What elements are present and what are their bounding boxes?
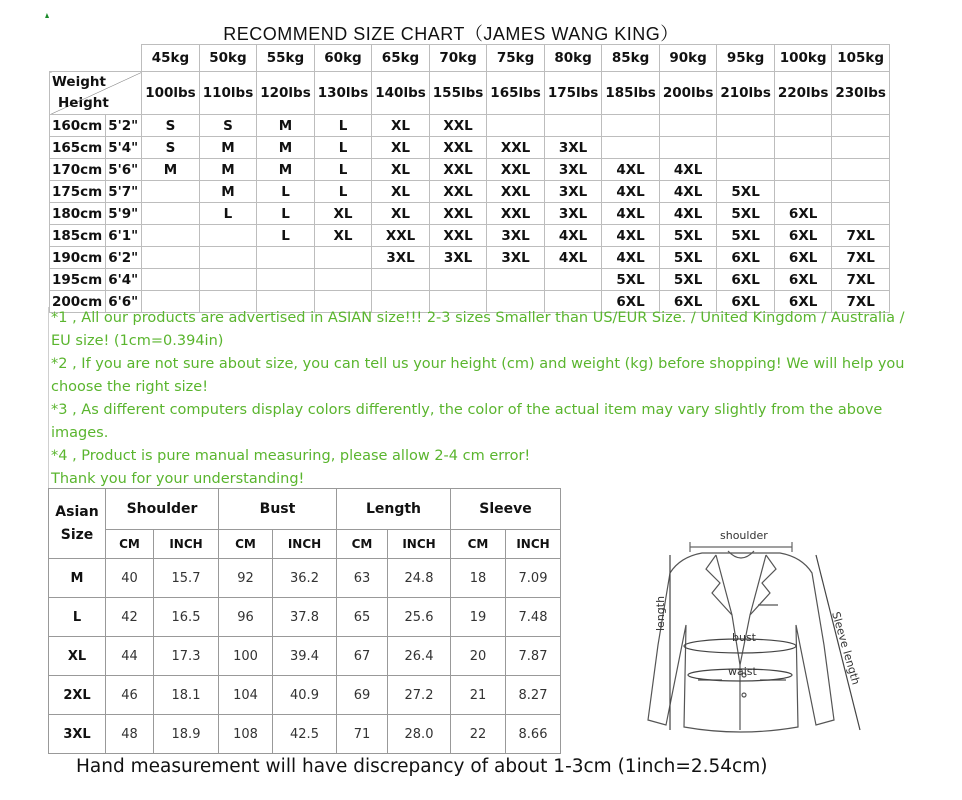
size-cell: XXL <box>487 159 545 181</box>
size-cell: XXL <box>487 181 545 203</box>
height-ft: 5'2" <box>106 115 142 137</box>
footer-note: Hand measurement will have discrepancy of about 1-3cm (1inch=2.54cm) <box>76 756 768 777</box>
size-cell <box>199 247 257 269</box>
size-cell <box>142 181 200 203</box>
jacket-diagram <box>640 515 880 750</box>
measurement-value: 18.9 <box>154 715 219 754</box>
height-ft: 6'4" <box>106 269 142 291</box>
size-cell: S <box>199 115 257 137</box>
measurement-row <box>49 676 561 715</box>
size-cell: L <box>314 181 372 203</box>
size-cell: 3XL <box>487 225 545 247</box>
unit-header: INCH <box>273 530 337 559</box>
size-cell <box>832 203 890 225</box>
size-cell: XXL <box>429 225 487 247</box>
height-ft: 6'1" <box>106 225 142 247</box>
measurement-value: 92 <box>219 559 273 598</box>
measurement-row <box>49 637 561 676</box>
size-cell: 4XL <box>602 225 660 247</box>
weight-kg-header: 80kg <box>544 45 602 72</box>
size-cell: 4XL <box>602 247 660 269</box>
size-cell <box>544 269 602 291</box>
size-cell: M <box>257 137 315 159</box>
measurement-row <box>49 559 561 598</box>
size-chart-row <box>50 181 890 203</box>
size-cell: 6XL <box>774 291 832 313</box>
measurement-group-header: Length <box>337 489 451 530</box>
size-cell <box>774 137 832 159</box>
size-cell: 5XL <box>717 181 775 203</box>
size-cell: 3XL <box>544 181 602 203</box>
size-cell <box>659 115 717 137</box>
size-cell: 3XL <box>372 247 430 269</box>
size-cell <box>659 137 717 159</box>
weight-kg-header: 105kg <box>832 45 890 72</box>
size-cell: L <box>314 159 372 181</box>
height-ft: 5'4" <box>106 137 142 159</box>
unit-header: CM <box>451 530 506 559</box>
size-cell: 4XL <box>602 181 660 203</box>
size-cell <box>832 115 890 137</box>
size-label: 2XL <box>49 676 106 715</box>
weight-lbs-header: 130lbs <box>314 72 372 115</box>
size-chart-row <box>50 203 890 225</box>
weight-kg-header: 75kg <box>487 45 545 72</box>
size-label: M <box>49 559 106 598</box>
size-cell <box>832 137 890 159</box>
measurement-value: 15.7 <box>154 559 219 598</box>
unit-header: CM <box>106 530 154 559</box>
size-cell: 4XL <box>659 203 717 225</box>
weight-kg-header: 90kg <box>659 45 717 72</box>
weight-lbs-header: 200lbs <box>659 72 717 115</box>
measurement-value: 16.5 <box>154 598 219 637</box>
height-cm: 175cm <box>50 181 106 203</box>
size-cell: 6XL <box>774 269 832 291</box>
measurement-value: 39.4 <box>273 637 337 676</box>
measurement-value: 42 <box>106 598 154 637</box>
size-cell: XL <box>372 203 430 225</box>
height-ft: 5'6" <box>106 159 142 181</box>
measurement-value: 8.66 <box>506 715 561 754</box>
size-cell <box>372 269 430 291</box>
size-label: L <box>49 598 106 637</box>
size-cell: 5XL <box>717 225 775 247</box>
height-cm: 165cm <box>50 137 106 159</box>
weight-axis-label: Weight <box>52 74 106 90</box>
height-axis-label: Height <box>58 95 109 111</box>
size-cell: 3XL <box>544 203 602 225</box>
size-chart-lbs-row <box>50 72 890 115</box>
height-ft: 5'7" <box>106 181 142 203</box>
size-cell <box>199 225 257 247</box>
size-chart-row <box>50 115 890 137</box>
note-4: *4 , Product is pure manual measuring, please allow 2-4 cm error! <box>51 448 531 464</box>
notes-section <box>51 307 921 491</box>
size-cell <box>142 247 200 269</box>
size-cell: 4XL <box>544 225 602 247</box>
bust-label: bust <box>732 631 756 644</box>
measurement-value: 26.4 <box>388 637 451 676</box>
corner-mark <box>45 13 51 18</box>
size-cell: M <box>199 137 257 159</box>
measurement-value: 19 <box>451 598 506 637</box>
size-cell: 4XL <box>659 181 717 203</box>
size-cell <box>257 269 315 291</box>
height-ft: 6'2" <box>106 247 142 269</box>
measurement-value: 46 <box>106 676 154 715</box>
measurement-value: 96 <box>219 598 273 637</box>
size-cell: 6XL <box>717 247 775 269</box>
measurement-group-header: Sleeve <box>451 489 561 530</box>
weight-lbs-header: 140lbs <box>372 72 430 115</box>
measurement-value: 8.27 <box>506 676 561 715</box>
height-cm: 190cm <box>50 247 106 269</box>
weight-lbs-header: 230lbs <box>832 72 890 115</box>
size-cell <box>717 137 775 159</box>
size-cell: 3XL <box>544 137 602 159</box>
size-cell: 5XL <box>659 247 717 269</box>
jacket-lapel <box>716 555 766 665</box>
size-chart-row <box>50 225 890 247</box>
size-cell <box>314 247 372 269</box>
weight-lbs-header: 210lbs <box>717 72 775 115</box>
measurement-value: 24.8 <box>388 559 451 598</box>
size-cell <box>602 137 660 159</box>
page-title: RECOMMEND SIZE CHART（JAMES WANG KING） <box>223 24 679 44</box>
waist-label: waist <box>728 665 757 678</box>
height-ft: 5'9" <box>106 203 142 225</box>
measurement-group-row <box>49 489 561 530</box>
size-cell <box>199 269 257 291</box>
unit-header: CM <box>337 530 388 559</box>
size-cell: 4XL <box>602 203 660 225</box>
size-cell: XXL <box>429 181 487 203</box>
weight-lbs-header: 110lbs <box>199 72 257 115</box>
size-chart-row <box>50 269 890 291</box>
weight-height-corner <box>50 72 142 115</box>
weight-lbs-header: 120lbs <box>257 72 315 115</box>
asian-size-header: Asian Size <box>49 489 106 559</box>
size-cell: XXL <box>429 203 487 225</box>
size-cell: 4XL <box>544 247 602 269</box>
weight-kg-header: 50kg <box>199 45 257 72</box>
height-cm: 180cm <box>50 203 106 225</box>
size-cell: XL <box>372 115 430 137</box>
measurement-value: 104 <box>219 676 273 715</box>
measurement-value: 25.6 <box>388 598 451 637</box>
size-cell <box>774 115 832 137</box>
size-cell <box>602 115 660 137</box>
height-cm: 195cm <box>50 269 106 291</box>
measurement-value: 36.2 <box>273 559 337 598</box>
size-cell <box>832 159 890 181</box>
size-cell: M <box>257 115 315 137</box>
size-cell: L <box>314 115 372 137</box>
size-chart-kg-row <box>50 45 890 72</box>
note-1: *1 , All our products are advertised in ASIAN size!!! 2-3 sizes Smaller than US/EUR Size. / United Kingdom / Australia / EU size! (1cm=0.394in) <box>51 310 905 349</box>
measurement-unit-row <box>49 530 561 559</box>
size-cell: 7XL <box>832 225 890 247</box>
unit-header: INCH <box>154 530 219 559</box>
size-cell <box>429 269 487 291</box>
weight-lbs-header: 185lbs <box>602 72 660 115</box>
size-cell: S <box>142 115 200 137</box>
weight-kg-header: 85kg <box>602 45 660 72</box>
size-cell: 6XL <box>774 247 832 269</box>
measurement-row <box>49 598 561 637</box>
size-cell: XXL <box>372 225 430 247</box>
size-cell: 3XL <box>544 159 602 181</box>
measurement-group-header: Shoulder <box>106 489 219 530</box>
size-cell: 5XL <box>659 269 717 291</box>
height-cm: 160cm <box>50 115 106 137</box>
measurement-value: 18 <box>451 559 506 598</box>
measurement-table <box>48 488 561 754</box>
weight-kg-header: 100kg <box>774 45 832 72</box>
measurement-value: 28.0 <box>388 715 451 754</box>
measurement-value: 22 <box>451 715 506 754</box>
size-cell <box>774 159 832 181</box>
size-cell: L <box>257 181 315 203</box>
size-cell: M <box>199 159 257 181</box>
size-cell <box>142 203 200 225</box>
size-cell: L <box>199 203 257 225</box>
height-cm: 185cm <box>50 225 106 247</box>
size-cell: 6XL <box>659 291 717 313</box>
size-cell <box>314 269 372 291</box>
size-cell: L <box>314 137 372 159</box>
note-thanks: Thank you for your understanding! <box>51 471 305 487</box>
size-cell: XXL <box>487 137 545 159</box>
size-cell: M <box>142 159 200 181</box>
size-cell <box>832 181 890 203</box>
weight-kg-header: 60kg <box>314 45 372 72</box>
measurement-value: 7.48 <box>506 598 561 637</box>
measurement-value: 108 <box>219 715 273 754</box>
size-cell: L <box>257 225 315 247</box>
notes-divider <box>48 307 49 491</box>
size-cell: XL <box>372 137 430 159</box>
size-cell: 7XL <box>832 269 890 291</box>
size-cell: XL <box>314 225 372 247</box>
size-cell: XL <box>372 181 430 203</box>
weight-kg-header: 65kg <box>372 45 430 72</box>
size-cell: M <box>257 159 315 181</box>
weight-kg-header: 70kg <box>429 45 487 72</box>
size-cell: 3XL <box>429 247 487 269</box>
unit-header: INCH <box>506 530 561 559</box>
unit-header: CM <box>219 530 273 559</box>
size-cell: XXL <box>487 203 545 225</box>
size-cell <box>544 115 602 137</box>
size-cell <box>717 115 775 137</box>
size-cell: 4XL <box>659 159 717 181</box>
measurement-value: 17.3 <box>154 637 219 676</box>
measurement-group-header: Bust <box>219 489 337 530</box>
measurement-value: 37.8 <box>273 598 337 637</box>
size-cell: L <box>257 203 315 225</box>
size-label: XL <box>49 637 106 676</box>
height-cm: 170cm <box>50 159 106 181</box>
size-cell: XL <box>314 203 372 225</box>
unit-header: INCH <box>388 530 451 559</box>
size-cell <box>257 247 315 269</box>
size-cell: 4XL <box>602 159 660 181</box>
size-label: 3XL <box>49 715 106 754</box>
size-cell: 7XL <box>832 291 890 313</box>
size-cell: XXL <box>429 137 487 159</box>
height-ft: 6'6" <box>106 291 142 313</box>
size-cell: 6XL <box>717 291 775 313</box>
measurement-value: 20 <box>451 637 506 676</box>
size-cell: XXL <box>429 159 487 181</box>
size-cell <box>142 269 200 291</box>
length-label: length <box>654 595 667 631</box>
note-3: *3 , As different computers display colors differently, the color of the actual item may vary slightly from the above images. <box>51 402 883 441</box>
weight-kg-header: 45kg <box>142 45 200 72</box>
size-cell <box>142 225 200 247</box>
measurement-value: 65 <box>337 598 388 637</box>
size-cell: 5XL <box>659 225 717 247</box>
size-cell: 6XL <box>774 203 832 225</box>
measurement-value: 100 <box>219 637 273 676</box>
size-chart-blank-corner <box>50 45 142 72</box>
size-cell: 5XL <box>717 203 775 225</box>
measurement-value: 27.2 <box>388 676 451 715</box>
shoulder-label: shoulder <box>720 529 768 542</box>
measurement-value: 63 <box>337 559 388 598</box>
note-2: *2 , If you are not sure about size, you can tell us your height (cm) and weight (kg) before shopping! We will help you choose the right size! <box>51 356 905 395</box>
size-cell: 6XL <box>602 291 660 313</box>
size-cell: XXL <box>429 115 487 137</box>
size-cell <box>717 159 775 181</box>
measurement-value: 40.9 <box>273 676 337 715</box>
size-chart-table <box>49 44 890 313</box>
measurement-value: 42.5 <box>273 715 337 754</box>
measurement-value: 18.1 <box>154 676 219 715</box>
size-cell: 6XL <box>774 225 832 247</box>
weight-lbs-header: 175lbs <box>544 72 602 115</box>
weight-kg-header: 55kg <box>257 45 315 72</box>
size-cell <box>487 115 545 137</box>
size-cell: S <box>142 137 200 159</box>
measurement-row <box>49 715 561 754</box>
measurement-value: 7.87 <box>506 637 561 676</box>
size-cell: 7XL <box>832 247 890 269</box>
size-cell <box>774 181 832 203</box>
size-cell <box>487 269 545 291</box>
size-cell: 6XL <box>717 269 775 291</box>
size-cell: 3XL <box>487 247 545 269</box>
weight-lbs-header: 100lbs <box>142 72 200 115</box>
size-cell: XL <box>372 159 430 181</box>
measurement-value: 7.09 <box>506 559 561 598</box>
measurement-value: 69 <box>337 676 388 715</box>
size-cell: M <box>199 181 257 203</box>
height-cm: 200cm <box>50 291 106 313</box>
sleeve-label: Sleeve length <box>829 610 863 687</box>
measurement-value: 48 <box>106 715 154 754</box>
measurement-value: 21 <box>451 676 506 715</box>
measurement-value: 67 <box>337 637 388 676</box>
size-chart-row <box>50 159 890 181</box>
weight-lbs-header: 155lbs <box>429 72 487 115</box>
size-cell: 5XL <box>602 269 660 291</box>
weight-kg-header: 95kg <box>717 45 775 72</box>
weight-lbs-header: 220lbs <box>774 72 832 115</box>
weight-lbs-header: 165lbs <box>487 72 545 115</box>
measurement-value: 71 <box>337 715 388 754</box>
size-chart-row <box>50 137 890 159</box>
measurement-value: 44 <box>106 637 154 676</box>
measurement-value: 40 <box>106 559 154 598</box>
size-chart-row <box>50 247 890 269</box>
